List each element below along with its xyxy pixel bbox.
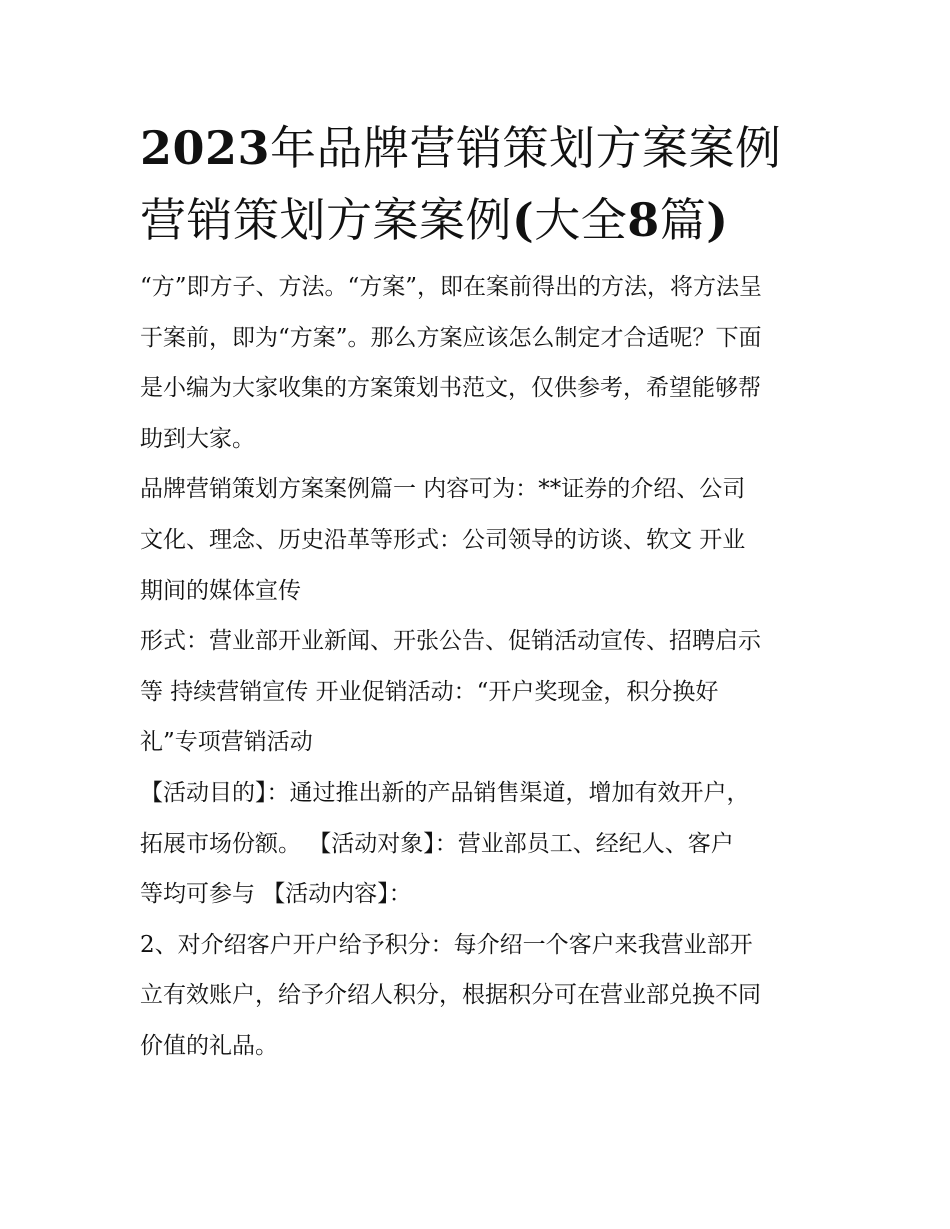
document-body <box>140 262 830 1072</box>
paragraph-forms <box>140 616 830 768</box>
title-year: 2023 <box>140 121 271 175</box>
document-page <box>140 112 830 1072</box>
text-line: 品牌营销策划方案案例篇一 内容可为：**证券的介绍、公司 <box>140 476 746 503</box>
paragraph-intro <box>140 262 830 464</box>
paragraph-activity <box>140 768 830 920</box>
text-line: 拓展市场份额。 【活动对象】：营业部员工、经纪人、客户 <box>140 830 734 857</box>
text-line: 形式：营业部开业新闻、开张公告、促销活动宣传、招聘启示 <box>140 628 761 655</box>
text-line: 等 持续营销宣传 开业促销活动：“开户奖现金，积分换好 <box>140 678 719 705</box>
title-line-1-text: 年品牌营销策划方案案例 <box>270 121 782 175</box>
text-line: 于案前，即为“方案”。那么方案应该怎么制定才合适呢？下面 <box>140 324 762 351</box>
text-line: 【活动目的】：通过推出新的产品销售渠道，增加有效开户， <box>140 779 750 806</box>
title-line-2-text: 营销策划方案案例 <box>140 193 512 247</box>
text-line: 期间的媒体宣传 <box>140 577 301 604</box>
text-line: 助到大家。 <box>140 425 255 452</box>
text-line: 礼”专项营销活动 <box>140 729 313 756</box>
title-line-2-mid: 大全 <box>534 193 628 247</box>
text-line: “方”即方子、方法。“方案”，即在案前得出的方法，将方法呈 <box>140 274 763 300</box>
text-line: 等均可参与 【活动内容】： <box>140 881 412 908</box>
document-title <box>140 112 830 256</box>
title-line-1 <box>140 112 830 184</box>
title-open-paren: ( <box>512 193 535 247</box>
paragraph-points <box>140 920 830 1072</box>
text-line: 立有效账户，给予介绍人积分，根据积分可在营业部兑换不同 <box>140 982 761 1009</box>
title-close-paren: ) <box>706 193 729 247</box>
title-line-2-unit: 篇 <box>659 193 707 247</box>
text-line: 文化、理念、历史沿革等形式：公司领导的访谈、软文 开业 <box>140 526 746 553</box>
paragraph-case-one <box>140 464 830 616</box>
text-line: 是小编为大家收集的方案策划书范文，仅供参考，希望能够帮 <box>140 375 761 402</box>
text-line: 价值的礼品。 <box>140 1032 278 1059</box>
title-count: 8 <box>627 193 660 247</box>
text-line: 2、对介绍客户开户给予积分：每介绍一个客户来我营业部开 <box>140 931 753 958</box>
title-line-2 <box>140 184 830 256</box>
